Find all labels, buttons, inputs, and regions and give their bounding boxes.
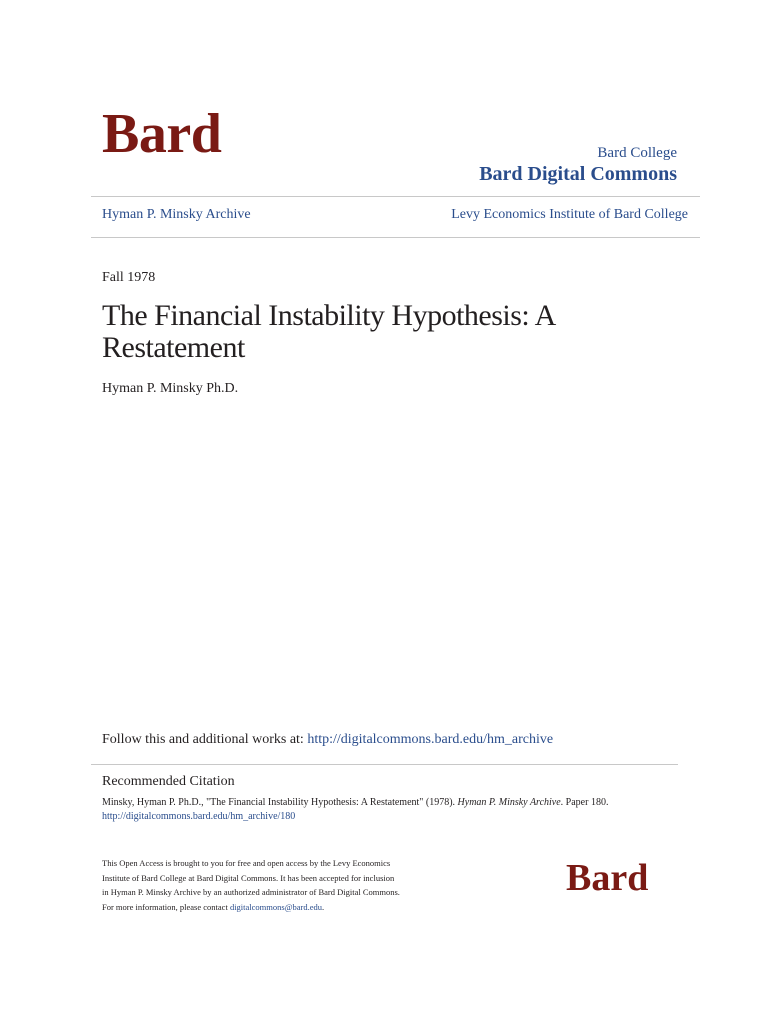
site-college-link[interactable]: Bard College [597,145,677,161]
divider-top [91,196,700,197]
divider-citation [91,764,678,765]
archive-link[interactable]: Hyman P. Minsky Archive [102,207,251,222]
citation-text-end: . Paper 180. [560,797,609,808]
open-access-text-end: . [322,901,325,912]
archive-url-link[interactable]: http://digitalcommons.bard.edu/hm_archive [307,732,554,747]
divider-nav [91,237,700,238]
paper-author: Hyman P. Minsky Ph.D. [102,381,239,396]
open-access-notice [102,856,402,914]
site-branding [479,144,677,186]
citation-series: Hyman P. Minsky Archive [457,797,561,808]
citation-text-start: Minsky, Hyman P. Ph.D., "The Financial Instability Hypothesis: A Restatement" (1978). [102,797,458,808]
paper-title: The Financial Instability Hypothesis: A Restatement [102,299,555,364]
follow-line [102,732,553,748]
citation-url-link[interactable]: http://digitalcommons.bard.edu/hm_archive/180 [102,811,296,822]
follow-label: Follow this and additional works at: [102,732,304,747]
contact-email-link[interactable]: digitalcommons@bard.edu [229,901,323,912]
publication-date: Fall 1978 [102,270,156,285]
bard-footer-logo: Bard [566,857,649,899]
bard-logo: Bard [102,103,222,165]
site-commons-link[interactable]: Bard Digital Commons [479,163,677,185]
citation-text [102,796,702,809]
open-access-text: This Open Access is brought to you for free and open access by the Levy Economics Institute of Bard College at Bard Digital Commons. It has been accepted for inclusion in Hyman P. Minsky Archive by an authorized administrator of Bard Digital Commons. For more information, please contact [102,858,400,912]
citation-heading: Recommended Citation [102,774,235,789]
institute-link[interactable]: Levy Economics Institute of Bard College [451,207,688,222]
